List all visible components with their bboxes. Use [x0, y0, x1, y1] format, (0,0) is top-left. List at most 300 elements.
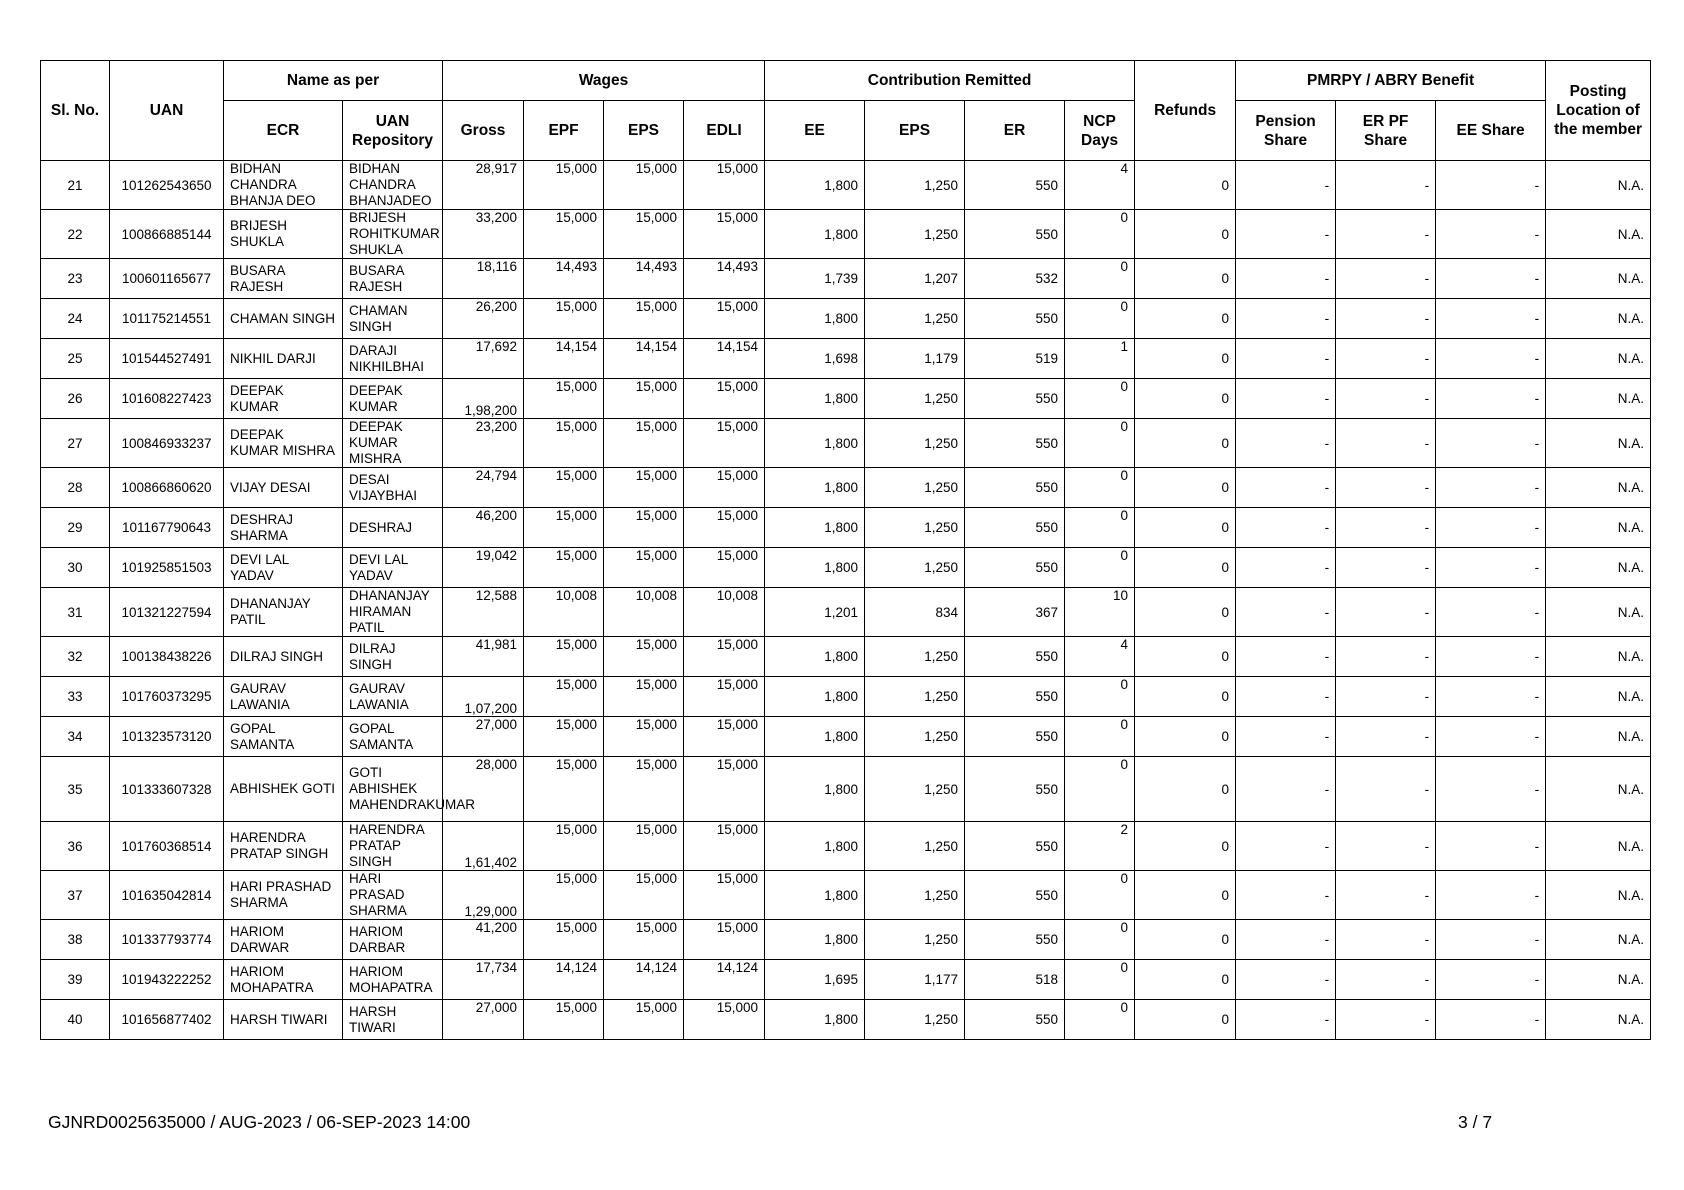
cell-pension-share: - [1236, 1000, 1336, 1040]
cell-er-pf-share: - [1336, 419, 1436, 468]
cell-ncp-days: 4 [1065, 161, 1135, 210]
header-row-sub [41, 101, 1651, 161]
cell-sl-no: 34 [41, 717, 110, 757]
cell-eps-contribution: 1,179 [865, 339, 965, 379]
cell-ee-share: - [1436, 259, 1546, 299]
cell-ee-contribution: 1,800 [765, 548, 865, 588]
cell-eps-contribution: 1,250 [865, 548, 965, 588]
cell-uan: 101167790643 [110, 508, 224, 548]
col-header-ecr: ECR [224, 101, 343, 161]
cell-refunds: 0 [1135, 259, 1236, 299]
cell-refunds: 0 [1135, 637, 1236, 677]
cell-edli-wages: 15,000 [684, 757, 765, 822]
table-row [41, 508, 1651, 548]
table-row [41, 637, 1651, 677]
cell-ee-contribution: 1,800 [765, 757, 865, 822]
cell-refunds: 0 [1135, 677, 1236, 717]
cell-sl-no: 27 [41, 419, 110, 468]
cell-epf-wages: 15,000 [524, 757, 604, 822]
col-header-posting-location: Posting Location of the member [1546, 61, 1651, 161]
cell-gross-wages: 1,61,402 [443, 822, 524, 871]
cell-name-uan-repository: HARIOM DARBAR [343, 920, 443, 960]
cell-sl-no: 32 [41, 637, 110, 677]
col-group-pmrpy-abry: PMRPY / ABRY Benefit [1236, 61, 1546, 101]
cell-ncp-days: 0 [1065, 920, 1135, 960]
cell-eps-wages: 15,000 [604, 508, 684, 548]
cell-eps-wages: 10,008 [604, 588, 684, 637]
cell-edli-wages: 15,000 [684, 637, 765, 677]
cell-refunds: 0 [1135, 822, 1236, 871]
cell-posting-location: N.A. [1546, 339, 1651, 379]
cell-ncp-days: 0 [1065, 468, 1135, 508]
cell-er-pf-share: - [1336, 588, 1436, 637]
cell-er-contribution: 550 [965, 871, 1065, 920]
cell-epf-wages: 14,154 [524, 339, 604, 379]
table-row [41, 960, 1651, 1000]
cell-name-uan-repository: HARENDRA PRATAP SINGH [343, 822, 443, 871]
cell-ncp-days: 0 [1065, 210, 1135, 259]
cell-edli-wages: 15,000 [684, 379, 765, 419]
cell-er-pf-share: - [1336, 677, 1436, 717]
cell-eps-wages: 15,000 [604, 210, 684, 259]
cell-epf-wages: 15,000 [524, 871, 604, 920]
cell-gross-wages: 19,042 [443, 548, 524, 588]
cell-er-contribution: 550 [965, 468, 1065, 508]
cell-pension-share: - [1236, 871, 1336, 920]
header-row-top [41, 61, 1651, 101]
cell-epf-wages: 15,000 [524, 468, 604, 508]
cell-ee-share: - [1436, 871, 1546, 920]
cell-epf-wages: 15,000 [524, 161, 604, 210]
table-row [41, 299, 1651, 339]
cell-ncp-days: 2 [1065, 822, 1135, 871]
cell-er-contribution: 550 [965, 637, 1065, 677]
cell-edli-wages: 15,000 [684, 822, 765, 871]
cell-posting-location: N.A. [1546, 379, 1651, 419]
cell-edli-wages: 15,000 [684, 677, 765, 717]
cell-posting-location: N.A. [1546, 588, 1651, 637]
cell-posting-location: N.A. [1546, 299, 1651, 339]
cell-name-ecr: VIJAY DESAI [224, 468, 343, 508]
cell-er-contribution: 550 [965, 508, 1065, 548]
cell-pension-share: - [1236, 548, 1336, 588]
table-row [41, 339, 1651, 379]
table-row [41, 822, 1651, 871]
cell-er-contribution: 550 [965, 299, 1065, 339]
cell-sl-no: 37 [41, 871, 110, 920]
cell-ncp-days: 0 [1065, 379, 1135, 419]
cell-ncp-days: 0 [1065, 871, 1135, 920]
cell-eps-contribution: 1,250 [865, 508, 965, 548]
cell-ee-contribution: 1,800 [765, 677, 865, 717]
cell-sl-no: 24 [41, 299, 110, 339]
cell-gross-wages: 23,200 [443, 419, 524, 468]
cell-edli-wages: 10,008 [684, 588, 765, 637]
cell-er-contribution: 518 [965, 960, 1065, 1000]
cell-ncp-days: 0 [1065, 419, 1135, 468]
table-row [41, 379, 1651, 419]
cell-epf-wages: 15,000 [524, 717, 604, 757]
cell-eps-contribution: 1,250 [865, 757, 965, 822]
cell-pension-share: - [1236, 339, 1336, 379]
cell-gross-wages: 26,200 [443, 299, 524, 339]
cell-pension-share: - [1236, 419, 1336, 468]
cell-eps-contribution: 1,250 [865, 299, 965, 339]
table-row [41, 588, 1651, 637]
cell-edli-wages: 15,000 [684, 548, 765, 588]
cell-name-uan-repository: HARI PRASAD SHARMA [343, 871, 443, 920]
col-header-pension-share: Pension Share [1236, 101, 1336, 161]
table-row [41, 920, 1651, 960]
cell-gross-wages: 1,98,200 [443, 379, 524, 419]
cell-uan: 100866885144 [110, 210, 224, 259]
cell-pension-share: - [1236, 920, 1336, 960]
cell-ee-contribution: 1,739 [765, 259, 865, 299]
cell-epf-wages: 15,000 [524, 379, 604, 419]
cell-er-pf-share: - [1336, 960, 1436, 1000]
cell-ee-contribution: 1,800 [765, 508, 865, 548]
cell-edli-wages: 15,000 [684, 419, 765, 468]
cell-posting-location: N.A. [1546, 871, 1651, 920]
cell-ee-share: - [1436, 920, 1546, 960]
cell-posting-location: N.A. [1546, 637, 1651, 677]
cell-edli-wages: 15,000 [684, 210, 765, 259]
cell-name-ecr: HARSH TIWARI [224, 1000, 343, 1040]
cell-name-uan-repository: CHAMAN SINGH [343, 299, 443, 339]
cell-name-uan-repository: HARSH TIWARI [343, 1000, 443, 1040]
cell-posting-location: N.A. [1546, 210, 1651, 259]
cell-eps-contribution: 834 [865, 588, 965, 637]
cell-sl-no: 40 [41, 1000, 110, 1040]
col-header-refunds: Refunds [1135, 61, 1236, 161]
cell-er-pf-share: - [1336, 757, 1436, 822]
cell-pension-share: - [1236, 210, 1336, 259]
cell-ee-contribution: 1,800 [765, 210, 865, 259]
cell-ncp-days: 0 [1065, 757, 1135, 822]
cell-uan: 101175214551 [110, 299, 224, 339]
cell-er-pf-share: - [1336, 871, 1436, 920]
cell-refunds: 0 [1135, 339, 1236, 379]
cell-er-pf-share: - [1336, 379, 1436, 419]
cell-ee-share: - [1436, 419, 1546, 468]
cell-pension-share: - [1236, 508, 1336, 548]
cell-pension-share: - [1236, 757, 1336, 822]
cell-name-ecr: NIKHIL DARJI [224, 339, 343, 379]
cell-sl-no: 21 [41, 161, 110, 210]
cell-eps-wages: 14,124 [604, 960, 684, 1000]
cell-refunds: 0 [1135, 468, 1236, 508]
cell-name-ecr: DILRAJ SINGH [224, 637, 343, 677]
cell-sl-no: 35 [41, 757, 110, 822]
cell-name-ecr: DEEPAK KUMAR MISHRA [224, 419, 343, 468]
cell-eps-contribution: 1,250 [865, 717, 965, 757]
cell-eps-wages: 15,000 [604, 717, 684, 757]
cell-er-pf-share: - [1336, 299, 1436, 339]
cell-refunds: 0 [1135, 717, 1236, 757]
cell-ncp-days: 10 [1065, 588, 1135, 637]
cell-name-ecr: HARENDRA PRATAP SINGH [224, 822, 343, 871]
cell-sl-no: 36 [41, 822, 110, 871]
col-group-name-as-per: Name as per [224, 61, 443, 101]
cell-uan: 101544527491 [110, 339, 224, 379]
col-header-er: ER [965, 101, 1065, 161]
cell-epf-wages: 15,000 [524, 419, 604, 468]
cell-name-uan-repository: DILRAJ SINGH [343, 637, 443, 677]
table-row [41, 677, 1651, 717]
cell-gross-wages: 28,917 [443, 161, 524, 210]
cell-er-contribution: 550 [965, 717, 1065, 757]
cell-name-ecr: BUSARA RAJESH [224, 259, 343, 299]
cell-name-uan-repository: BRIJESH ROHITKUMAR SHUKLA [343, 210, 443, 259]
cell-edli-wages: 15,000 [684, 161, 765, 210]
cell-edli-wages: 15,000 [684, 920, 765, 960]
cell-refunds: 0 [1135, 508, 1236, 548]
cell-er-pf-share: - [1336, 1000, 1436, 1040]
cell-uan: 101635042814 [110, 871, 224, 920]
cell-refunds: 0 [1135, 419, 1236, 468]
cell-ncp-days: 1 [1065, 339, 1135, 379]
cell-er-pf-share: - [1336, 548, 1436, 588]
cell-posting-location: N.A. [1546, 717, 1651, 757]
footer-reference: GJNRD0025635000 / AUG-2023 / 06-SEP-2023 14:00 [48, 1112, 471, 1132]
cell-edli-wages: 15,000 [684, 871, 765, 920]
page-number: 3 / 7 [1458, 1112, 1493, 1132]
cell-ee-contribution: 1,800 [765, 299, 865, 339]
cell-pension-share: - [1236, 960, 1336, 1000]
cell-pension-share: - [1236, 637, 1336, 677]
cell-eps-wages: 15,000 [604, 299, 684, 339]
table-body [41, 161, 1651, 1040]
cell-eps-contribution: 1,250 [865, 822, 965, 871]
cell-name-uan-repository: HARIOM MOHAPATRA [343, 960, 443, 1000]
cell-sl-no: 25 [41, 339, 110, 379]
cell-name-uan-repository: DEVI LAL YADAV [343, 548, 443, 588]
cell-gross-wages: 28,000 [443, 757, 524, 822]
cell-pension-share: - [1236, 588, 1336, 637]
cell-edli-wages: 15,000 [684, 468, 765, 508]
cell-uan: 101943222252 [110, 960, 224, 1000]
table-row [41, 548, 1651, 588]
cell-ncp-days: 0 [1065, 677, 1135, 717]
cell-uan: 100846933237 [110, 419, 224, 468]
cell-refunds: 0 [1135, 548, 1236, 588]
cell-posting-location: N.A. [1546, 677, 1651, 717]
cell-epf-wages: 15,000 [524, 210, 604, 259]
cell-eps-contribution: 1,250 [865, 920, 965, 960]
cell-sl-no: 28 [41, 468, 110, 508]
cell-eps-wages: 15,000 [604, 637, 684, 677]
cell-eps-wages: 15,000 [604, 1000, 684, 1040]
cell-ee-contribution: 1,800 [765, 1000, 865, 1040]
cell-er-pf-share: - [1336, 161, 1436, 210]
col-header-eps-contribution: EPS [865, 101, 965, 161]
cell-ncp-days: 0 [1065, 299, 1135, 339]
cell-uan: 101760368514 [110, 822, 224, 871]
cell-eps-contribution: 1,250 [865, 210, 965, 259]
cell-gross-wages: 1,07,200 [443, 677, 524, 717]
col-header-ncp-days: NCP Days [1065, 101, 1135, 161]
cell-er-contribution: 519 [965, 339, 1065, 379]
cell-er-pf-share: - [1336, 468, 1436, 508]
cell-name-ecr: HARIOM DARWAR [224, 920, 343, 960]
cell-epf-wages: 15,000 [524, 920, 604, 960]
cell-er-contribution: 550 [965, 548, 1065, 588]
cell-ee-share: - [1436, 960, 1546, 1000]
cell-posting-location: N.A. [1546, 920, 1651, 960]
cell-refunds: 0 [1135, 379, 1236, 419]
cell-name-uan-repository: DEEPAK KUMAR [343, 379, 443, 419]
cell-name-ecr: GAURAV LAWANIA [224, 677, 343, 717]
cell-uan: 101760373295 [110, 677, 224, 717]
cell-ee-share: - [1436, 468, 1546, 508]
cell-ee-contribution: 1,800 [765, 419, 865, 468]
table-row [41, 717, 1651, 757]
table-row [41, 871, 1651, 920]
cell-epf-wages: 15,000 [524, 508, 604, 548]
cell-ee-contribution: 1,201 [765, 588, 865, 637]
cell-eps-wages: 15,000 [604, 548, 684, 588]
cell-refunds: 0 [1135, 1000, 1236, 1040]
cell-sl-no: 30 [41, 548, 110, 588]
cell-epf-wages: 15,000 [524, 822, 604, 871]
cell-ee-contribution: 1,800 [765, 468, 865, 508]
cell-ee-contribution: 1,800 [765, 920, 865, 960]
cell-name-ecr: CHAMAN SINGH [224, 299, 343, 339]
col-group-contribution-remitted: Contribution Remitted [765, 61, 1135, 101]
cell-sl-no: 26 [41, 379, 110, 419]
cell-ncp-days: 0 [1065, 960, 1135, 1000]
cell-name-ecr: DEVI LAL YADAV [224, 548, 343, 588]
cell-er-pf-share: - [1336, 210, 1436, 259]
cell-name-ecr: GOPAL SAMANTA [224, 717, 343, 757]
cell-ncp-days: 0 [1065, 548, 1135, 588]
cell-er-contribution: 550 [965, 677, 1065, 717]
cell-edli-wages: 14,124 [684, 960, 765, 1000]
cell-edli-wages: 15,000 [684, 299, 765, 339]
cell-pension-share: - [1236, 161, 1336, 210]
cell-er-pf-share: - [1336, 259, 1436, 299]
cell-name-ecr: DHANANJAY PATIL [224, 588, 343, 637]
cell-er-contribution: 550 [965, 379, 1065, 419]
cell-uan: 101925851503 [110, 548, 224, 588]
cell-eps-wages: 15,000 [604, 161, 684, 210]
cell-ee-contribution: 1,800 [765, 871, 865, 920]
cell-sl-no: 29 [41, 508, 110, 548]
cell-eps-contribution: 1,250 [865, 468, 965, 508]
cell-ee-share: - [1436, 379, 1546, 419]
cell-sl-no: 22 [41, 210, 110, 259]
cell-epf-wages: 15,000 [524, 1000, 604, 1040]
cell-refunds: 0 [1135, 757, 1236, 822]
cell-uan: 101608227423 [110, 379, 224, 419]
cell-posting-location: N.A. [1546, 508, 1651, 548]
cell-posting-location: N.A. [1546, 757, 1651, 822]
cell-er-contribution: 550 [965, 822, 1065, 871]
cell-gross-wages: 27,000 [443, 1000, 524, 1040]
cell-er-contribution: 532 [965, 259, 1065, 299]
cell-eps-wages: 14,154 [604, 339, 684, 379]
cell-posting-location: N.A. [1546, 259, 1651, 299]
cell-ee-contribution: 1,800 [765, 379, 865, 419]
cell-eps-wages: 15,000 [604, 468, 684, 508]
cell-posting-location: N.A. [1546, 822, 1651, 871]
cell-gross-wages: 17,734 [443, 960, 524, 1000]
cell-uan: 101262543650 [110, 161, 224, 210]
cell-pension-share: - [1236, 259, 1336, 299]
cell-sl-no: 33 [41, 677, 110, 717]
cell-eps-contribution: 1,250 [865, 1000, 965, 1040]
cell-ncp-days: 0 [1065, 1000, 1135, 1040]
cell-ee-contribution: 1,800 [765, 161, 865, 210]
cell-eps-contribution: 1,207 [865, 259, 965, 299]
cell-er-pf-share: - [1336, 508, 1436, 548]
cell-name-ecr: ABHISHEK GOTI [224, 757, 343, 822]
cell-ncp-days: 0 [1065, 259, 1135, 299]
cell-eps-wages: 15,000 [604, 920, 684, 960]
cell-gross-wages: 33,200 [443, 210, 524, 259]
cell-posting-location: N.A. [1546, 1000, 1651, 1040]
cell-pension-share: - [1236, 717, 1336, 757]
cell-epf-wages: 15,000 [524, 299, 604, 339]
cell-er-contribution: 550 [965, 419, 1065, 468]
cell-er-pf-share: - [1336, 920, 1436, 960]
cell-gross-wages: 1,29,000 [443, 871, 524, 920]
cell-refunds: 0 [1135, 588, 1236, 637]
cell-eps-wages: 15,000 [604, 677, 684, 717]
cell-edli-wages: 14,493 [684, 259, 765, 299]
cell-gross-wages: 24,794 [443, 468, 524, 508]
cell-name-ecr: HARIOM MOHAPATRA [224, 960, 343, 1000]
cell-uan: 100138438226 [110, 637, 224, 677]
col-header-epf: EPF [524, 101, 604, 161]
cell-posting-location: N.A. [1546, 161, 1651, 210]
cell-ee-share: - [1436, 822, 1546, 871]
cell-pension-share: - [1236, 379, 1336, 419]
cell-name-ecr: BIDHAN CHANDRA BHANJA DEO [224, 161, 343, 210]
cell-ee-share: - [1436, 1000, 1546, 1040]
cell-eps-wages: 15,000 [604, 379, 684, 419]
cell-name-uan-repository: BIDHAN CHANDRA BHANJADEO [343, 161, 443, 210]
cell-posting-location: N.A. [1546, 468, 1651, 508]
cell-refunds: 0 [1135, 871, 1236, 920]
cell-posting-location: N.A. [1546, 960, 1651, 1000]
cell-ee-share: - [1436, 588, 1546, 637]
cell-name-ecr: DESHRAJ SHARMA [224, 508, 343, 548]
col-header-ee: EE [765, 101, 865, 161]
cell-ee-share: - [1436, 508, 1546, 548]
cell-ncp-days: 0 [1065, 508, 1135, 548]
cell-ee-share: - [1436, 210, 1546, 259]
cell-eps-contribution: 1,250 [865, 379, 965, 419]
cell-pension-share: - [1236, 677, 1336, 717]
cell-sl-no: 38 [41, 920, 110, 960]
cell-er-contribution: 550 [965, 210, 1065, 259]
cell-epf-wages: 15,000 [524, 677, 604, 717]
cell-gross-wages: 27,000 [443, 717, 524, 757]
cell-ncp-days: 0 [1065, 717, 1135, 757]
table-row [41, 210, 1651, 259]
cell-name-uan-repository: GOTI ABHISHEK MAHENDRAKUMAR [343, 757, 443, 822]
cell-ncp-days: 4 [1065, 637, 1135, 677]
cell-ee-share: - [1436, 757, 1546, 822]
table-row [41, 468, 1651, 508]
cell-pension-share: - [1236, 822, 1336, 871]
cell-epf-wages: 14,493 [524, 259, 604, 299]
cell-ee-contribution: 1,695 [765, 960, 865, 1000]
cell-refunds: 0 [1135, 920, 1236, 960]
cell-name-uan-repository: GAURAV LAWANIA [343, 677, 443, 717]
cell-gross-wages: 46,200 [443, 508, 524, 548]
